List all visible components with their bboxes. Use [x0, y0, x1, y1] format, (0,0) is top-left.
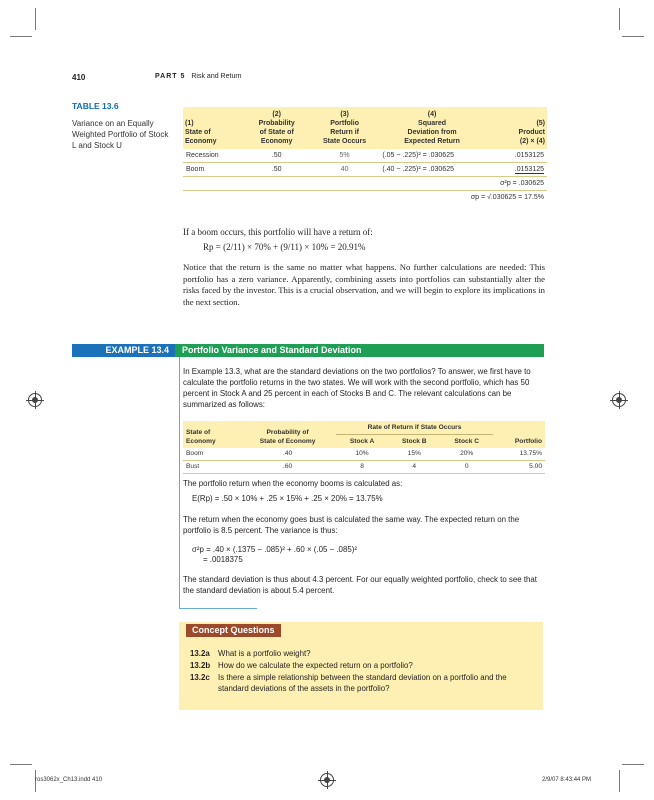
col-header-probability: (2) Probability of State of Economy: [244, 107, 310, 149]
example-paragraph: The return when the economy goes bust is calculated the same way. The expected return on the portfolio is 8.5 percent. The variance is thus:: [183, 515, 520, 535]
col-group-header: Rate of Return if State Occurs: [336, 421, 493, 435]
crop-mark: [10, 764, 32, 765]
crop-mark: [622, 764, 644, 765]
product-value-underlined: .0153125: [514, 165, 544, 173]
table-cell: .50: [244, 163, 310, 177]
example-rule: [179, 357, 180, 609]
table-cell: .0153125: [485, 149, 547, 163]
col-header-stock-c: Stock C: [440, 435, 492, 449]
table-row-variance: [183, 177, 547, 191]
table-cell: 40: [310, 163, 380, 177]
question-text: Is there a simple relationship between the standard deviation on a portfolio and the standard deviations of the assets in the portfolio?: [218, 673, 507, 693]
table-cell: 8: [336, 461, 388, 474]
table-cell: .60: [239, 461, 336, 474]
table-caption: Variance on an Equally Weighted Portfolio of Stock L and Stock U: [72, 119, 169, 150]
table-cell: 5%: [310, 149, 380, 163]
question-number: 13.2b: [190, 661, 211, 670]
table-row-stdev: [183, 191, 547, 205]
table-cell: 13.75%: [493, 448, 545, 461]
table-row: [183, 461, 545, 474]
table-cell: (.05 − .225)² = .030625: [379, 149, 484, 163]
part-title: Risk and Return: [191, 73, 242, 80]
footer-filename: ros3062x_Ch13.indd 410: [35, 777, 103, 783]
crop-mark: [35, 8, 36, 30]
table-cell: Bust: [183, 461, 239, 474]
col-header-return: (3) Portfolio Return if State Occurs: [310, 107, 380, 149]
table-cell: Boom: [183, 163, 244, 177]
col-header-stock-b: Stock B: [388, 435, 440, 449]
table-cell: Recession: [183, 149, 244, 163]
example-paragraph: In Example 13.3, what are the standard deviations on the two portfolios? To answer, we first have to calculate the portfolio returns in the two states. We will work with the second portfolio, which has 50 percent in Stock A and 25 percent in each of Stocks B and C. The relevant calculations can be summarized as follows:: [183, 367, 531, 409]
example-paragraph: The standard deviation is thus about 4.3 percent. For our equally weighted portfolio, check to see that the standard deviation is about 5.4 percent.: [183, 575, 537, 595]
question-number: 13.2c: [190, 673, 210, 682]
concept-questions-title: Concept Questions: [186, 624, 281, 637]
table-header-row: [183, 107, 547, 149]
col-header-portfolio: Portfolio: [493, 435, 545, 449]
table-cell: .40: [239, 448, 336, 461]
list-item: [190, 660, 536, 671]
table-cell: 0: [440, 461, 492, 474]
example-label: EXAMPLE 13.4: [72, 344, 175, 357]
table-cell: 15%: [388, 448, 440, 461]
col-header-state: State of Economy: [183, 421, 239, 448]
variance-value: σ²p = .030625: [183, 177, 547, 191]
expected-return-equation: E(Rp) = .50 × 10% + .25 × 15% + .25 × 20% = 13.75%: [192, 494, 383, 503]
table-cell: 4: [388, 461, 440, 474]
table-cell: .50: [244, 149, 310, 163]
page-number: 410: [72, 73, 86, 82]
crop-mark: [622, 36, 644, 37]
variance-table: [183, 107, 547, 204]
table-cell: 20%: [440, 448, 492, 461]
table-label: TABLE 13.6: [72, 101, 119, 111]
registration-mark-icon: [320, 773, 334, 787]
table-cell: Boom: [183, 448, 239, 461]
table-row: [183, 448, 545, 461]
body-paragraph: Notice that the return is the same no matter what happens. No further calculations are needed: This portfolio has a zero variance. Apparently, combining assets into portfolios can substantially alter the risks faced by the investor. This is a crucial observation, and we will begin to explore its implications in the next section.: [183, 262, 545, 307]
list-item: [190, 672, 536, 694]
col-header-spacer: [493, 421, 545, 435]
example-rule: [179, 608, 257, 609]
return-equation: Rp = (2/11) × 70% + (9/11) × 10% = 20.91%: [203, 242, 366, 252]
table-cell: 10%: [336, 448, 388, 461]
col-header-probability: Probability of State of Economy: [239, 421, 336, 448]
part-label: PART 5: [155, 73, 186, 80]
example-paragraph: The portfolio return when the economy booms is calculated as:: [183, 479, 403, 488]
question-text: How do we calculate the expected return on a portfolio?: [218, 661, 413, 670]
portfolio-returns-table: [183, 421, 545, 474]
crop-mark: [619, 8, 620, 30]
table-header-row: [183, 421, 545, 435]
crop-mark: [10, 36, 32, 37]
registration-mark-icon: [612, 393, 626, 407]
col-header-deviation: (4) Squared Deviation from Expected Return: [379, 107, 484, 149]
body-paragraph: If a boom occurs, this portfolio will have a return of:: [183, 227, 373, 237]
col-header-state: (1) State of Economy: [183, 107, 244, 149]
table-row: [183, 163, 547, 177]
question-number: 13.2a: [190, 649, 210, 658]
registration-mark-icon: [28, 393, 42, 407]
stdev-value: σp = √.030625 = 17.5%: [470, 193, 544, 201]
table-cell: [485, 163, 547, 177]
concept-questions-list: [190, 648, 536, 695]
table-row: [183, 149, 547, 163]
question-text: What is a portfolio weight?: [218, 649, 311, 658]
col-header-stock-a: Stock A: [336, 435, 388, 449]
col-header-product: (5) Product (2) × (4): [485, 107, 547, 149]
list-item: [190, 648, 536, 659]
variance-result: = .0018375: [203, 555, 243, 564]
footer-timestamp: 2/9/07 8:43:44 PM: [542, 777, 592, 783]
table-cell: (.40 − .225)² = .030625: [379, 163, 484, 177]
example-title: Portfolio Variance and Standard Deviation: [182, 345, 362, 355]
table-cell: 5.00: [493, 461, 545, 474]
crop-mark: [619, 770, 620, 792]
variance-equation: σ²p = .40 × (.1375 − .085)² + .60 × (.05 − .085)²: [192, 545, 357, 554]
running-head: [155, 73, 242, 80]
